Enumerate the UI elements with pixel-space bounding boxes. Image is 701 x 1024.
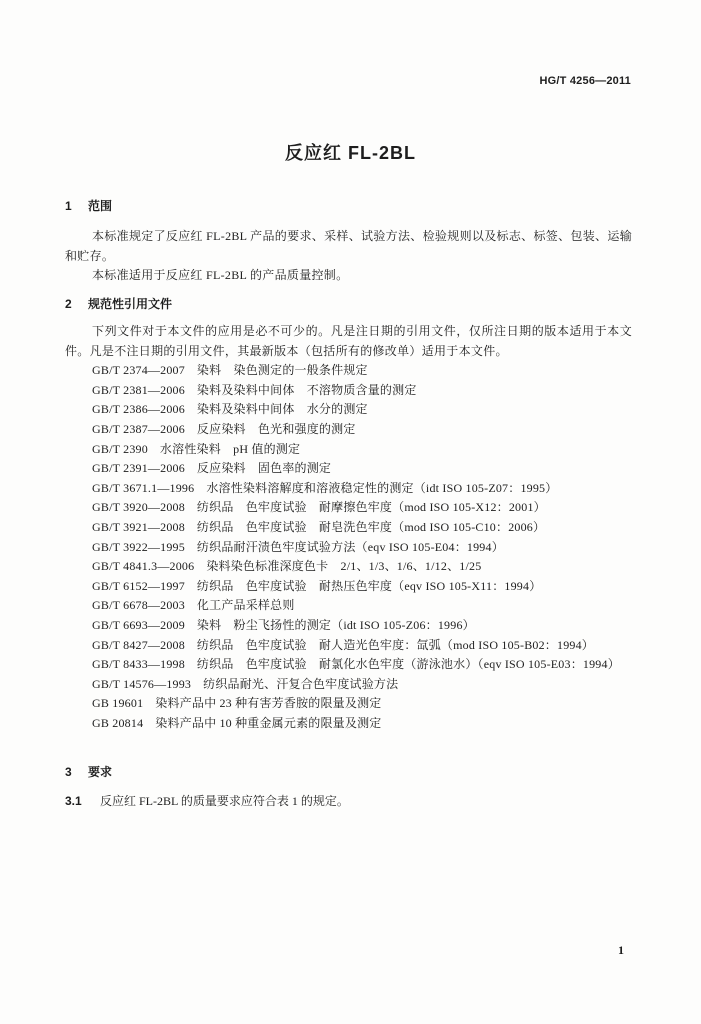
reference-item [65, 400, 632, 420]
paragraph: 本标准适用于反应红 FL-2BL 的产品质量控制。 [92, 268, 349, 283]
reference-title: 纺织品耐光、汗复合色牢度试验方法 [203, 676, 399, 691]
reference-code: GB/T 6152—1997 [92, 578, 185, 593]
reference-item [65, 675, 632, 695]
reference-item [65, 694, 632, 714]
paragraph: 本标准规定了反应红 FL-2BL 产品的要求、采样、试验方法、检验规则以及标志、标签、包装、运输和贮存。 [65, 229, 632, 263]
reference-item [65, 714, 632, 734]
reference-title: 染料产品中 10 种重金属元素的限量及测定 [155, 715, 382, 730]
reference-title: 反应染料 固色率的测定 [196, 461, 332, 476]
page-number: 1 [618, 943, 624, 957]
reference-title: 纺织品 色牢度试验 耐皂洗色牢度（mod ISO 105-C10：2006） [196, 519, 546, 534]
reference-title: 反应染料 色光和强度的测定 [196, 421, 356, 436]
reference-title: 染料 染色测定的一般条件规定 [196, 363, 368, 378]
reference-code: GB/T 3920—2008 [92, 500, 185, 515]
reference-item [65, 479, 632, 499]
document-title: 反应红 FL-2BL [285, 143, 416, 163]
reference-code: GB/T 4841.3—2006 [92, 559, 195, 574]
section-number: 3 [65, 765, 72, 779]
section-body-normative-references [65, 322, 632, 733]
reference-item [65, 498, 632, 518]
reference-title: 纺织品 色牢度试验 耐摩擦色牢度（mod ISO 105-X12：2001） [196, 500, 546, 515]
reference-code: GB 20814 [92, 715, 144, 730]
clause-number: 3.1 [65, 794, 82, 808]
reference-item [65, 616, 632, 636]
reference-item [65, 440, 632, 460]
section-number: 2 [65, 297, 72, 311]
section-title: 范围 [88, 199, 113, 213]
reference-code: GB 19601 [92, 696, 144, 711]
section-body-scope [65, 227, 632, 286]
reference-title: 染料及染料中间体 不溶物质含量的测定 [196, 382, 417, 397]
reference-code: GB/T 2386—2006 [92, 402, 185, 417]
reference-code: GB/T 3922—1995 [92, 539, 185, 554]
reference-item [65, 459, 632, 479]
standard-number-header: HG/T 4256—2011 [539, 75, 631, 87]
reference-code: GB/T 14576—1993 [92, 676, 192, 691]
reference-title: 水溶性染料 pH 值的测定 [159, 441, 301, 456]
reference-code: GB/T 6693—2009 [92, 617, 185, 632]
reference-code: GB/T 6678—2003 [92, 598, 185, 613]
reference-title: 染料产品中 23 种有害芳香胺的限量及测定 [155, 696, 382, 711]
reference-item [65, 596, 632, 616]
reference-item [65, 636, 632, 656]
section-title: 规范性引用文件 [88, 297, 173, 311]
reference-item [65, 655, 632, 675]
reference-code: GB/T 8427—2008 [92, 637, 185, 652]
reference-code: GB/T 2381—2006 [92, 382, 185, 397]
reference-title: 纺织品 色牢度试验 耐热压色牢度（eqv ISO 105-X11：1994） [196, 578, 542, 593]
clause-text: 反应红 FL-2BL 的质量要求应符合表 1 的规定。 [100, 794, 349, 808]
reference-code: GB/T 2391—2006 [92, 461, 185, 476]
reference-code: GB/T 2374—2007 [92, 363, 185, 378]
reference-item [65, 381, 632, 401]
reference-title: 化工产品采样总则 [196, 598, 295, 613]
reference-item [65, 518, 632, 538]
reference-title: 染料及染料中间体 水分的测定 [196, 402, 368, 417]
reference-item [65, 420, 632, 440]
reference-code: GB/T 3671.1—1996 [92, 480, 195, 495]
section-heading-scope [65, 197, 632, 217]
section-number: 1 [65, 199, 72, 213]
reference-title: 纺织品耐汗渍色牢度试验方法（eqv ISO 105-E04：1994） [196, 539, 504, 554]
reference-item [65, 361, 632, 381]
reference-code: GB/T 3921—2008 [92, 519, 185, 534]
reference-title: 染料 粉尘飞扬性的测定（idt ISO 105-Z06：1996） [196, 617, 475, 632]
reference-item [65, 577, 632, 597]
reference-title: 纺织品 色牢度试验 耐人造光色牢度：氙弧（mod ISO 105-B02：1994） [196, 637, 594, 652]
reference-title: 纺织品 色牢度试验 耐氯化水色牢度（游泳池水）（eqv ISO 105-E03：1994） [196, 657, 620, 672]
reference-title: 染料染色标准深度色卡 2/1、1/3、1/6、1/12、1/25 [206, 559, 482, 574]
reference-item [65, 557, 632, 577]
section-heading-normative-references [65, 295, 632, 315]
reference-title: 水溶性染料溶解度和溶液稳定性的测定（idt ISO 105-Z07：1995） [206, 480, 558, 495]
reference-item [65, 538, 632, 558]
section-title: 要求 [88, 765, 113, 779]
clause-3-1 [65, 792, 632, 812]
reference-code: GB/T 8433—1998 [92, 657, 185, 672]
reference-list [65, 361, 632, 733]
paragraph: 下列文件对于本文件的应用是必不可少的。凡是注日期的引用文件，仅所注日期的版本适用于本文件。凡是不注日期的引用文件，其最新版本（包括所有的修改单）适用于本文件。 [65, 324, 632, 358]
section-heading-requirements [65, 763, 632, 783]
reference-code: GB/T 2390 [92, 441, 148, 456]
reference-code: GB/T 2387—2006 [92, 421, 185, 436]
